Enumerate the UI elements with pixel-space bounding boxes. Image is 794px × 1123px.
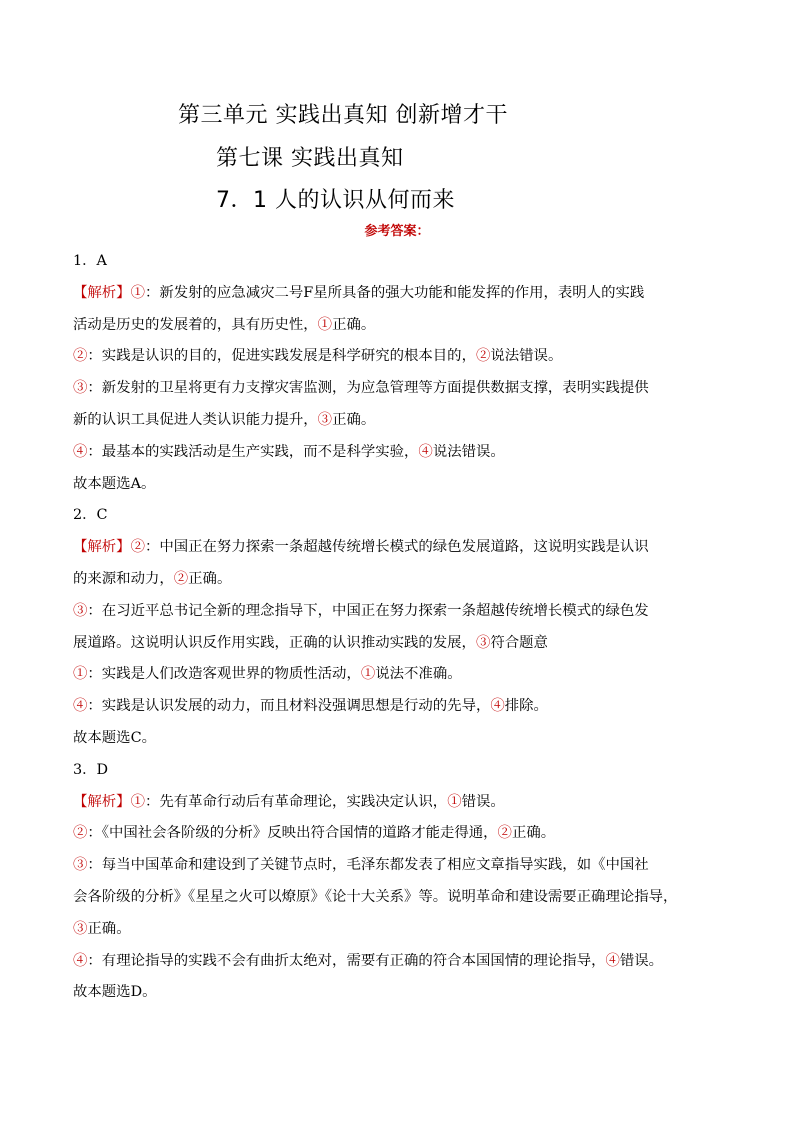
- section-title: 7．1 人的认识从何而来: [216, 188, 455, 213]
- marker-text: ④: [73, 698, 88, 715]
- text-segment: 符合题意: [490, 634, 548, 651]
- text-line: [73, 977, 723, 1009]
- text-line: [73, 278, 723, 310]
- marker-text: 【解析】①: [73, 793, 145, 810]
- text-segment: ：有理论指导的实践不会有曲折太绝对，需要有正确的符合本国国情的理论指导，: [87, 952, 606, 969]
- text-segment: 故本题选A。: [73, 475, 156, 492]
- marker-text: ④: [73, 443, 88, 460]
- text-line: [73, 532, 723, 564]
- text-line: [73, 373, 723, 405]
- text-segment: ：最基本的实践活动是生产实践，而不是科学实验，: [87, 443, 419, 460]
- text-segment: ：新发射的卫星将更有力支撑灾害监测，为应急管理等方面提供数据支撑，表明实践提供: [87, 380, 649, 397]
- marker-text: ①: [73, 666, 88, 683]
- text-line: [73, 882, 723, 914]
- marker-text: 【解析】②: [73, 539, 145, 556]
- text-segment: 活动是历史的发展着的，具有历史性，: [73, 316, 318, 333]
- text-segment: 3．D: [73, 761, 109, 778]
- text-segment: 2．C: [73, 507, 108, 524]
- marker-text: ②: [173, 570, 189, 587]
- text-line: [73, 596, 723, 628]
- text-line: [73, 691, 723, 723]
- text-line: [73, 628, 723, 660]
- text-segment: 的来源和动力，: [73, 570, 174, 587]
- marker-text: ②: [475, 348, 491, 365]
- text-segment: ：实践是认识的目的，促进实践发展是科学研究的根本目的，: [87, 348, 476, 365]
- text-segment: 故本题选D。: [73, 984, 157, 1001]
- text-line: [73, 246, 723, 278]
- marker-text: ③: [475, 634, 491, 651]
- lesson-title: 第七课 实践出真知: [216, 146, 404, 171]
- text-line: [73, 341, 723, 373]
- text-segment: 1．A: [73, 253, 107, 269]
- text-segment: 正确。: [511, 825, 556, 842]
- text-segment: 正确。: [188, 570, 232, 587]
- marker-text: ③: [73, 380, 88, 397]
- text-line: [73, 469, 723, 501]
- text-line: [73, 564, 723, 596]
- marker-text: ④: [73, 952, 88, 969]
- text-line: [73, 500, 723, 532]
- text-segment: ：在习近平总书记全新的理念指导下，中国正在努力探索一条超越传统增长模式的绿色发: [87, 602, 649, 619]
- unit-title: 第三单元 实践出真知 创新增才干: [178, 103, 508, 128]
- text-segment: 正确。: [87, 920, 131, 937]
- text-segment: 展道路。这说明认识反作用实践，正确的认识推动实践的发展，: [73, 634, 476, 651]
- text-segment: 故本题选C。: [73, 729, 156, 746]
- text-segment: ：先有革命行动后有革命理论，实践决定认识，: [144, 793, 448, 810]
- text-segment: 会各阶级的分析》《星星之火可以燎原》《论十大关系》等。说明革命和建设需要正确理论指导，: [73, 888, 678, 905]
- text-segment: 正确。: [332, 411, 376, 428]
- marker-text: ③: [73, 920, 88, 937]
- marker-text: ①: [447, 793, 462, 810]
- marker-text: ④: [490, 698, 505, 715]
- marker-text: ②: [497, 825, 512, 842]
- text-line: [73, 946, 723, 978]
- text-line: [73, 310, 723, 342]
- text-segment: ：实践是认识发展的动力，而且材料没强调思想是行动的先导，: [87, 698, 491, 715]
- text-line: [73, 850, 723, 882]
- answer-heading: 参考答案：: [364, 224, 430, 239]
- text-segment: 说法不准确。: [375, 666, 462, 683]
- marker-text: ②: [73, 348, 88, 365]
- marker-text: ④: [418, 443, 433, 460]
- text-line: [73, 787, 723, 819]
- text-segment: ：《中国社会各阶级的分析》反映出符合国情的道路才能走得通，: [87, 825, 498, 842]
- text-segment: 排除。: [504, 698, 548, 715]
- marker-text: ④: [605, 952, 620, 969]
- text-line: [73, 659, 723, 691]
- text-line: [73, 437, 723, 469]
- text-segment: 错误。: [619, 952, 664, 969]
- text-line: [73, 818, 723, 850]
- marker-text: ③: [73, 602, 88, 619]
- text-line: [73, 723, 723, 755]
- text-segment: ：中国正在努力探索一条超越传统增长模式的绿色发展道路，这说明实践是认识: [144, 539, 649, 556]
- text-segment: 说法错误。: [490, 348, 563, 365]
- marker-text: ①: [360, 666, 376, 683]
- text-segment: 错误。: [461, 793, 505, 810]
- text-segment: ：实践是人们改造客观世界的物质性活动，: [87, 666, 361, 683]
- text-line: [73, 405, 723, 437]
- marker-text: ③: [317, 411, 333, 428]
- text-segment: 说法错误。: [432, 443, 505, 460]
- text-segment: 新的认识工具促进人类认识能力提升，: [73, 411, 318, 428]
- text-segment: ：每当中国革命和建设到了关键节点时，毛泽东都发表了相应文章指导实践，如《中国社: [87, 857, 649, 874]
- marker-text: ①: [317, 316, 333, 333]
- marker-text: 【解析】①: [73, 284, 145, 301]
- text-line: [73, 755, 723, 787]
- marker-text: ③: [73, 857, 88, 874]
- answer-body: [73, 246, 723, 1009]
- marker-text: ②: [73, 825, 88, 842]
- text-segment: ：新发射的应急减灾二号F星所具备的强大功能和能发挥的作用，表明人的实践: [144, 284, 645, 301]
- text-segment: 正确。: [332, 316, 376, 333]
- text-line: [73, 914, 723, 946]
